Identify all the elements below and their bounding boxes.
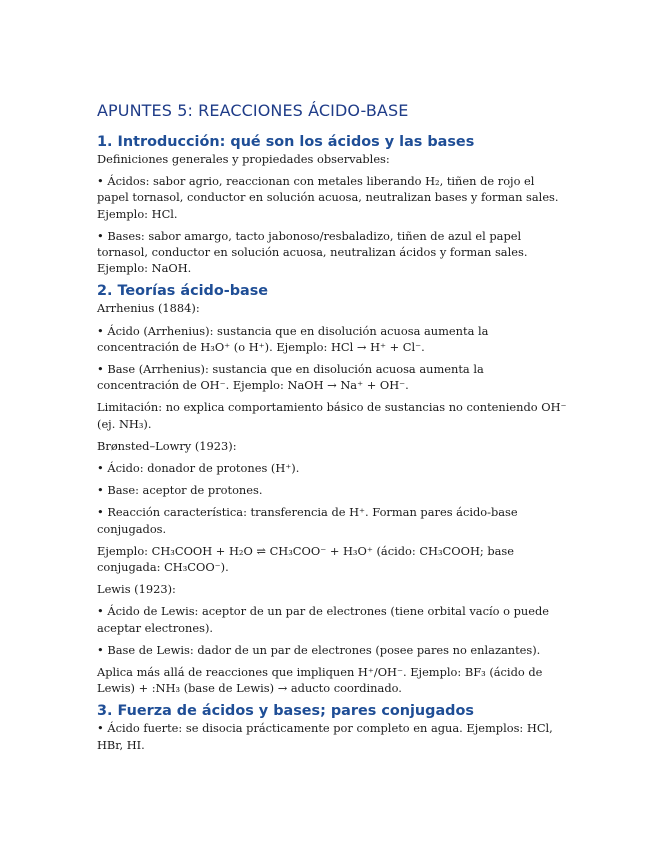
section-heading: 1. Introducción: qué son los ácidos y las bases [97, 134, 475, 150]
paragraph: • Ácidos: sabor agrio, reaccionan con metales liberando H₂, tiñen de rojo el papel tornasol, conductor en solución acuosa, neutralizan bases y forman sales. Ejemplo: HCl. [97, 174, 559, 221]
section-heading: 3. Fuerza de ácidos y bases; pares conjugados [97, 703, 474, 720]
document-title: APUNTES 5: REACCIONES ÁCIDO-BASE [97, 101, 409, 120]
paragraph: • Ácido (Arrhenius): sustancia que en disolución acuosa aumenta la concentración de H₃O⁺ (o H⁺). Ejemplo: HCl → H⁺ + Cl⁻. [97, 323, 489, 354]
section-heading: 2. Teorías ácido-base [97, 283, 269, 300]
paragraph: Aplica más allá de reacciones que impliquen H⁺/OH⁻. Ejemplo: BF₃ (ácido de Lewis) + :NH₃ (base de Lewis) → aducto coordinado. [97, 665, 543, 696]
paragraph: • Ácido de Lewis: aceptor de un par de electrones (tiene orbital vacío o puede aceptar electrones). [97, 604, 549, 635]
paragraph: Limitación: no explica comportamiento básico de sustancias no conteniendo OH⁻ (ej. NH₃). [97, 400, 567, 431]
section-introduccion [97, 133, 567, 276]
document-page [97, 100, 567, 759]
paragraph: Lewis (1923): [97, 582, 176, 597]
paragraph: Definiciones generales y propiedades observables: [97, 152, 390, 166]
paragraph: • Bases: sabor amargo, tacto jabonoso/resbaladizo, tiñen de azul el papel tornasol, conductor en solución acuosa, neutralizan ácidos y forman sales. Ejemplo: NaOH. [97, 228, 528, 276]
paragraph: • Ácido: donador de protones (H⁺). [97, 461, 300, 476]
paragraph: Brønsted–Lowry (1923): [97, 438, 237, 453]
paragraph: • Base (Arrhenius): sustancia que en disolución acuosa aumenta la concentración de OH⁻. Ejemplo: NaOH → Na⁺ + OH⁻. [97, 362, 484, 393]
paragraph: • Reacción característica: transferencia de H⁺. Forman pares ácido-base conjugados. [97, 505, 518, 536]
paragraph: Arrhenius (1884): [97, 301, 200, 316]
paragraph: • Ácido fuerte: se disocia prácticamente por completo en agua. Ejemplos: HCl, HBr, HI. [97, 721, 553, 752]
section-teorias [97, 282, 567, 696]
paragraph: • Base: aceptor de protones. [97, 483, 263, 498]
paragraph: • Base de Lewis: dador de un par de electrones (posee pares no enlazantes). [97, 642, 541, 657]
paragraph: Ejemplo: CH₃COOH + H₂O ⇌ CH₃COO⁻ + H₃O⁺ (ácido: CH₃COOH; base conjugada: CH₃COO⁻). [97, 543, 514, 575]
section-fuerza [97, 702, 567, 752]
